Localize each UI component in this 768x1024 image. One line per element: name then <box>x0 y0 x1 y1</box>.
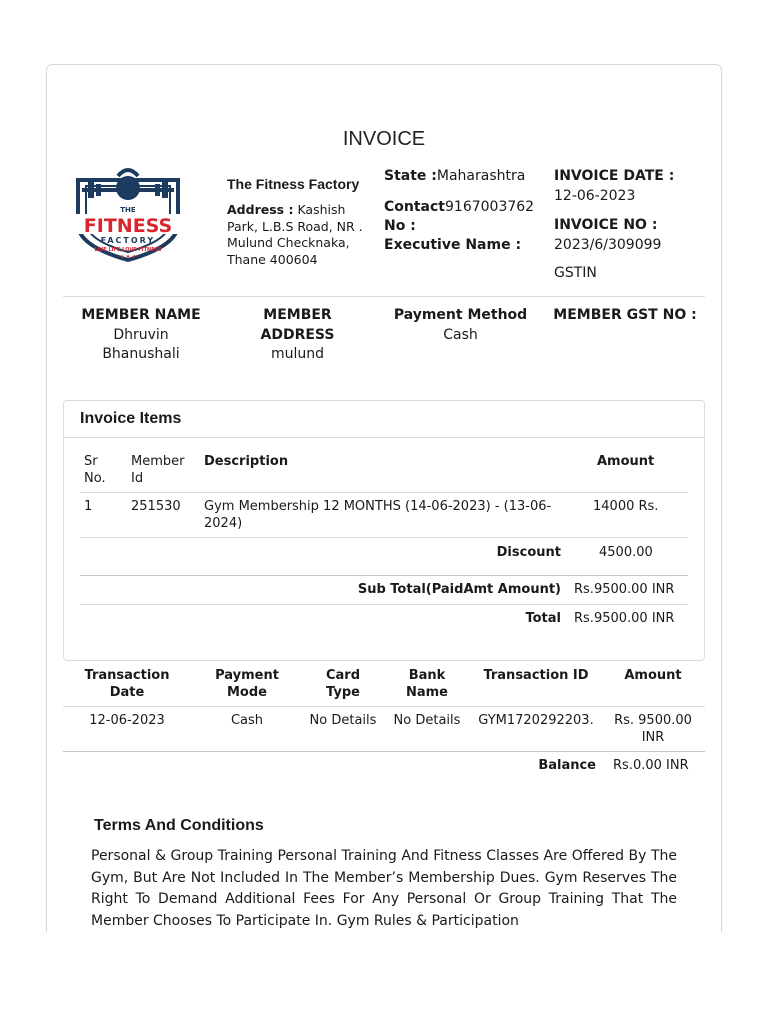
executive-label: Executive Name : <box>384 237 522 253</box>
terms-body: Personal & Group Training Personal Training And Fitness Classes Are Offered By The Gym, But Are Not Included In The Member’s Membership Dues. Gym Reserves The Right To Demand Additional Fees For Any Personal Or Group Training That The Member Chooses To Participate In. Gym Rules & Participation <box>91 848 677 929</box>
col-card-type: Card Type <box>325 668 361 700</box>
company-address <box>227 202 375 268</box>
payment-method-label: Payment Method <box>393 307 528 323</box>
contact-value: 9167003762 <box>445 199 535 215</box>
discount-label: Discount <box>496 545 561 560</box>
col-member-id: Member Id <box>131 454 185 486</box>
contact-label-no: No : <box>384 218 416 234</box>
col-amount: Amount <box>597 454 655 469</box>
member-gst-label: MEMBER GST NO : <box>553 307 697 323</box>
subtotal-label: Sub Total(PaidAmt Amount) <box>357 582 561 597</box>
discount-value: 4500.00 <box>599 545 653 560</box>
txn-date: 12-06-2023 <box>89 713 165 728</box>
payment-method-block <box>388 306 533 345</box>
payment-method-value: Cash <box>443 326 478 343</box>
gstin-label: GSTIN <box>554 265 597 281</box>
divider <box>63 706 705 707</box>
balance-label: Balance <box>538 758 596 773</box>
item-sr: 1 <box>84 499 93 514</box>
total-value: Rs.9500.00 INR <box>574 611 675 626</box>
member-address-value: mulund <box>270 346 325 362</box>
address-value: Kashish Park, L.B.S Road, NR . Mulund Checknaka, Thane 400604 <box>227 202 363 267</box>
member-address-label: MEMBER ADDRESS <box>260 307 335 343</box>
divider <box>80 604 688 605</box>
invoice-date-label: INVOICE DATE : <box>554 168 675 184</box>
txn-card: No Details <box>309 713 377 728</box>
address-label: Address : <box>227 202 294 217</box>
item-amount: 14000 Rs. <box>593 499 659 514</box>
divider <box>63 751 705 752</box>
divider <box>80 492 688 493</box>
subtotal-value: Rs.9500.00 INR <box>574 582 675 597</box>
col-payment-mode: Payment Mode <box>215 668 279 700</box>
total-label: Total <box>525 611 561 626</box>
invoice-items-heading: Invoice Items <box>64 401 704 438</box>
logo-stars: ★ ★ ★ <box>119 254 137 260</box>
invoice-no-value: 2023/6/309099 <box>554 237 662 253</box>
logo-tagline: LIVE LIFE,LOVE FITNESS <box>94 247 162 253</box>
contact-field <box>384 198 544 236</box>
state-value: Maharashtra <box>436 168 526 184</box>
member-name-label: MEMBER NAME <box>81 307 201 323</box>
logo-sub-text: FACTORY <box>100 236 156 245</box>
col-txn-amount: Amount <box>624 668 682 683</box>
invoice-title: INVOICE <box>342 128 426 150</box>
txn-amount: Rs. 9500.00 INR <box>614 713 692 745</box>
balance-value: Rs.0.00 INR <box>613 758 689 773</box>
state-field <box>384 168 525 184</box>
invoice-date-value: 12-06-2023 <box>554 188 636 204</box>
divider <box>63 296 705 297</box>
logo-top-text: THE <box>120 206 136 214</box>
col-description: Description <box>204 454 289 469</box>
item-description: Gym Membership 12 MONTHS (14-06-2023) - (13-06-2024) <box>204 499 552 531</box>
col-sr: Sr No. <box>84 454 106 486</box>
logo-main-text: FITNESS <box>83 215 173 237</box>
item-member-id: 251530 <box>131 499 181 514</box>
member-name-block <box>76 306 206 365</box>
page-bottom-blank <box>0 932 768 1024</box>
state-label: State : <box>384 168 437 184</box>
divider <box>80 537 688 538</box>
divider <box>80 575 688 576</box>
terms-title: Terms And Conditions <box>94 817 264 834</box>
col-bank-name: Bank Name <box>405 668 448 700</box>
txn-id: GYM1720292203. <box>478 713 594 728</box>
company-name: The Fitness Factory <box>227 176 360 192</box>
invoice-no-label: INVOICE NO : <box>554 217 658 233</box>
col-transaction-date: Transaction Date <box>84 668 170 700</box>
txn-bank: No Details <box>393 713 461 728</box>
member-gst-block <box>552 306 698 326</box>
fitness-factory-logo <box>68 166 188 262</box>
txn-mode: Cash <box>230 713 264 728</box>
contact-label-text: Contact <box>384 199 445 215</box>
col-transaction-id: Transaction ID <box>483 668 589 683</box>
member-name-value: Dhruvin Bhanushali <box>102 326 180 362</box>
member-address-block <box>240 306 355 365</box>
